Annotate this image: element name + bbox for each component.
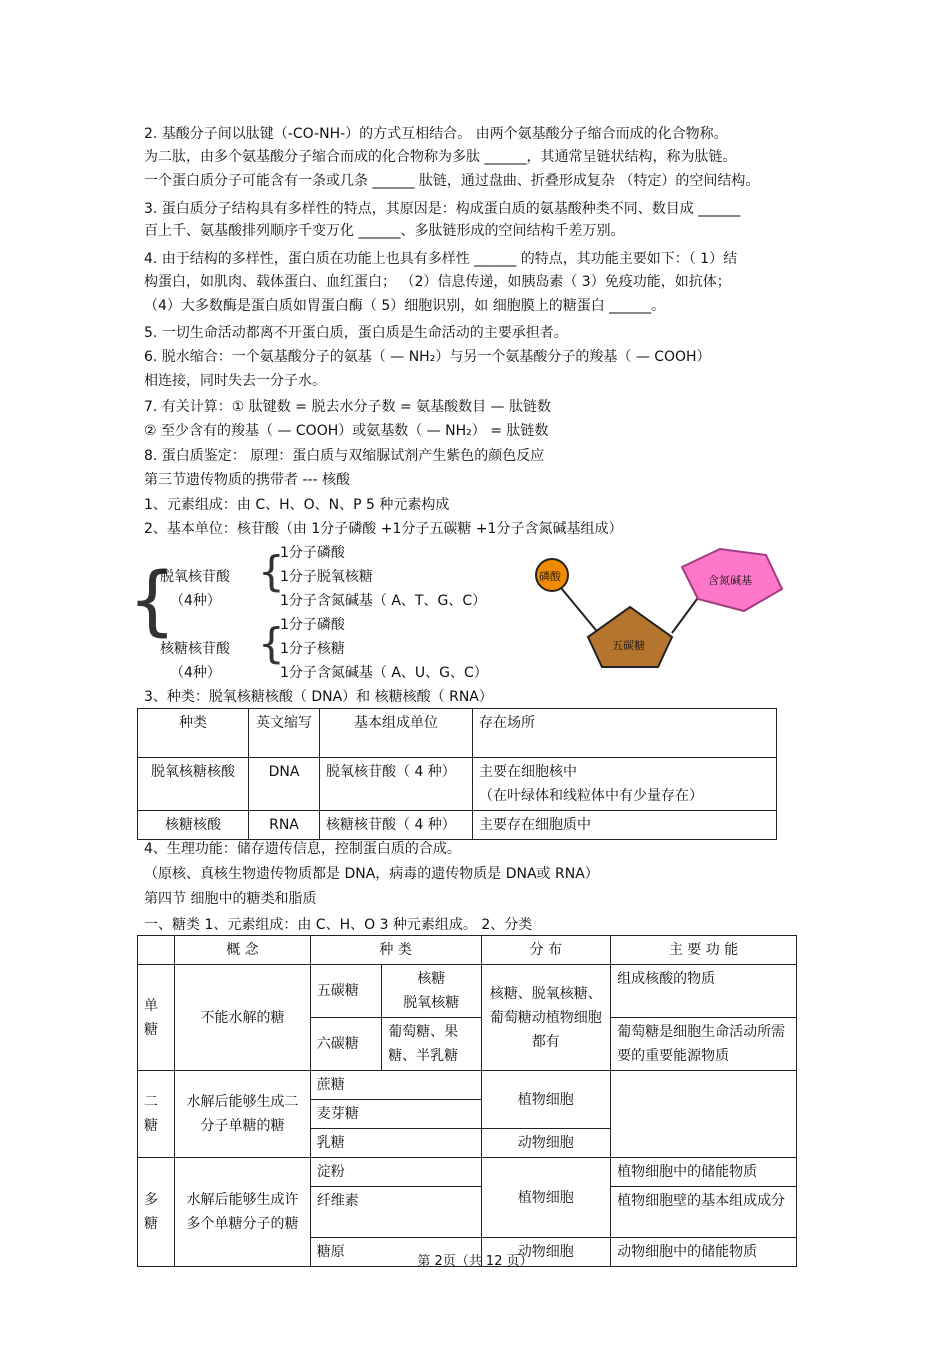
- st-poly-func-3: 动物细胞中的储能物质: [611, 1238, 797, 1267]
- nt-header-abbr: 英文缩写: [249, 709, 320, 758]
- line-9: 5. 一切生命活动都离不开蛋白质，蛋白质是生命活动的主要承担者。: [144, 325, 568, 341]
- rna-part-1: 1分子磷酸: [280, 617, 345, 633]
- rna-nucleotide-kinds: （4种）: [170, 665, 221, 681]
- st-di-concept: 水解后能够生成二分子单糖的糖: [175, 1071, 311, 1158]
- st-mono-label: 单糖: [138, 965, 175, 1071]
- st-sucrose: 蔗糖: [310, 1071, 481, 1100]
- line-12: 7. 有关计算：① 肽键数 = 脱去水分子数 = 氨基酸数目 — 肽链数: [144, 399, 551, 415]
- st-poly-concept: 水解后能够生成许多个单糖分子的糖: [175, 1158, 311, 1267]
- dna-part-3: 1分子含氮碱基（ A、T、G、C）: [280, 593, 487, 609]
- nucleic-acid-table: [137, 708, 777, 840]
- sugar-shape: [588, 607, 672, 667]
- outer-brace: {: [128, 555, 177, 644]
- line-2: 为二肽，由多个氨基酸分子缩合而成的化合物称为多肽 ______，其通常呈链状结构，称为肽链。: [144, 149, 737, 165]
- st-five-items: [382, 965, 481, 1018]
- nt-rna-location: 主要存在细胞质中: [473, 811, 777, 840]
- nt-dna-location: [473, 758, 777, 811]
- nt-rna-name: 核糖核酸: [138, 811, 249, 840]
- line-14: 8. 蛋白质鉴定： 原理：蛋白质与双缩脲试剂产生紫色的颜色反应: [144, 448, 545, 464]
- st-deoxyribose: 脱氧核糖: [403, 995, 460, 1011]
- nucleotide-diagram: [530, 545, 800, 675]
- line-16: 1、元素组成：由 C、H、O、N、P 5 种元素构成: [144, 497, 450, 513]
- st-di-dist-plant: 植物细胞: [481, 1071, 611, 1129]
- line-5: 百上千、氨基酸排列顺序千变万化 ______、多肽链形成的空间结构千差万别。: [144, 223, 625, 239]
- phosphate-label: 磷酸: [539, 570, 561, 583]
- nt-dna-abbr: DNA: [249, 758, 320, 811]
- st-poly-dist-plant: 植物细胞: [481, 1158, 611, 1238]
- line-19: 4、生理功能：储存遗传信息，控制蛋白质的合成。: [144, 841, 461, 857]
- nt-dna-location-1: 主要在细胞核中: [479, 764, 577, 780]
- line-18: 3、种类：脱氧核糖核酸（ DNA）和 核糖核酸（ RNA）: [144, 689, 493, 705]
- st-header-concept: 概 念: [175, 936, 311, 965]
- line-7: 构蛋白，如肌肉、载体蛋白、血红蛋白； （2）信息传递，如胰岛素（ 3）免疫功能，如抗体；: [144, 274, 731, 290]
- dna-part-2: 1分子脱氧核糖: [280, 569, 373, 585]
- line-20: （原核、真核生物遗传物质都是 DNA，病毒的遗传物质是 DNA或 RNA）: [144, 866, 599, 882]
- nt-rna-unit: 核糖核苷酸（ 4 种）: [320, 811, 473, 840]
- st-poly-func-1: 植物细胞中的储能物质: [611, 1158, 797, 1187]
- nt-header-unit: 基本组成单位: [320, 709, 473, 758]
- st-six-items: 葡萄糖、果糖、半乳糖: [382, 1018, 481, 1071]
- st-poly-func-2: 植物细胞壁的基本组成成分: [611, 1187, 797, 1238]
- line-8: （4）大多数酶是蛋白质如胃蛋白酶（ 5）细胞识别，如 细胞膜上的糖蛋白 ______。: [144, 298, 666, 314]
- sugar-table: [137, 935, 797, 1267]
- st-maltose: 麦芽糖: [310, 1100, 481, 1129]
- st-corner: [138, 936, 175, 965]
- line-22: 一、糖类 1、元素组成：由 C、H、O 3 种元素组成。 2、分类: [144, 917, 533, 933]
- line-10: 6. 脱水缩合：一个氨基酸分子的氨基（ — NH₂）与另一个氨基酸分子的羧基（ — COOH）: [144, 349, 711, 365]
- dna-nucleotide-name: 脱氧核苷酸: [160, 569, 230, 585]
- rna-nucleotide-name: 核糖核苷酸: [160, 641, 230, 657]
- rna-part-2: 1分子核糖: [280, 641, 345, 657]
- nt-header-kind: 种类: [138, 709, 249, 758]
- section-3-title: 第三节遗传物质的携带者 --- 核酸: [144, 472, 351, 488]
- st-poly-label: 多糖: [138, 1158, 175, 1267]
- line-17: 2、基本单位：核苷酸（由 1分子磷酸 +1分子五碳糖 +1分子含氮碱基组成）: [144, 521, 623, 537]
- dna-nucleotide-kinds: （4种）: [170, 593, 221, 609]
- st-mono-func-2: 葡萄糖是细胞生命活动所需要的重要能源物质: [611, 1018, 797, 1071]
- st-header-dist: 分 布: [481, 936, 611, 965]
- dna-part-1: 1分子磷酸: [280, 545, 345, 561]
- st-mono-concept: 不能水解的糖: [175, 965, 311, 1071]
- st-five-carbon: 五碳糖: [310, 965, 381, 1018]
- nt-rna-abbr: RNA: [249, 811, 320, 840]
- st-poly-dist-animal: 动物细胞: [481, 1238, 611, 1267]
- line-3: 一个蛋白质分子可能含有一条或几条 ______ 肽链，通过盘曲、折叠形成复杂 （特定）的空间结构。: [144, 173, 760, 189]
- rna-brace: {: [258, 619, 285, 668]
- sugar-label: 五碳糖: [612, 639, 645, 652]
- st-di-label: 二糖: [138, 1071, 175, 1158]
- line-13: ② 至少含有的羧基（ — COOH）或氨基数（ — NH₂） = 肽链数: [144, 423, 549, 439]
- base-label: 含氮碱基: [708, 574, 752, 587]
- st-lactose: 乳糖: [310, 1129, 481, 1158]
- nt-dna-name: 脱氧核糖核酸: [138, 758, 249, 811]
- st-mono-func-1: 组成核酸的物质: [611, 965, 797, 1018]
- st-header-func: 主 要 功 能: [611, 936, 797, 965]
- nt-dna-location-2: （在叶绿体和线粒体中有少量存在）: [479, 788, 703, 804]
- line-1: 2. 基酸分子间以肽键（-CO-NH-）的方式互相结合。 由两个氨基酸分子缩合而成的化合物称。: [144, 126, 728, 142]
- st-glycogen: 糖原: [310, 1238, 481, 1267]
- line-6: 4. 由于结构的多样性，蛋白质在功能上也具有多样性 ______ 的特点，其功能主要如下：（ 1）结: [144, 251, 738, 267]
- st-ribose: 核糖: [417, 971, 446, 987]
- section-4-title: 第四节 细胞中的糖类和脂质: [144, 891, 317, 907]
- st-six-carbon: 六碳糖: [310, 1018, 381, 1071]
- page-footer: 第 2页（共 12 页）: [417, 1254, 533, 1269]
- nt-dna-unit: 脱氧核苷酸（ 4 种）: [320, 758, 473, 811]
- bond-line: [672, 595, 700, 633]
- line-11: 相连接，同时失去一分子水。: [144, 373, 326, 389]
- dna-brace: {: [258, 547, 285, 596]
- st-cellulose: 纤维素: [310, 1187, 481, 1238]
- rna-part-3: 1分子含氮碱基（ A、U、G、C）: [280, 665, 488, 681]
- st-starch: 淀粉: [310, 1158, 481, 1187]
- st-header-kind: 种 类: [310, 936, 481, 965]
- nt-header-location: 存在场所: [473, 709, 777, 758]
- st-mono-dist: 核糖、脱氧核糖、葡萄糖动植物细胞都有: [481, 965, 611, 1071]
- st-di-func: [611, 1071, 797, 1158]
- st-di-dist-animal: 动物细胞: [481, 1129, 611, 1158]
- line-4: 3. 蛋白质分子结构具有多样性的特点，其原因是：构成蛋白质的氨基酸种类不同、数目成 ______: [144, 201, 741, 217]
